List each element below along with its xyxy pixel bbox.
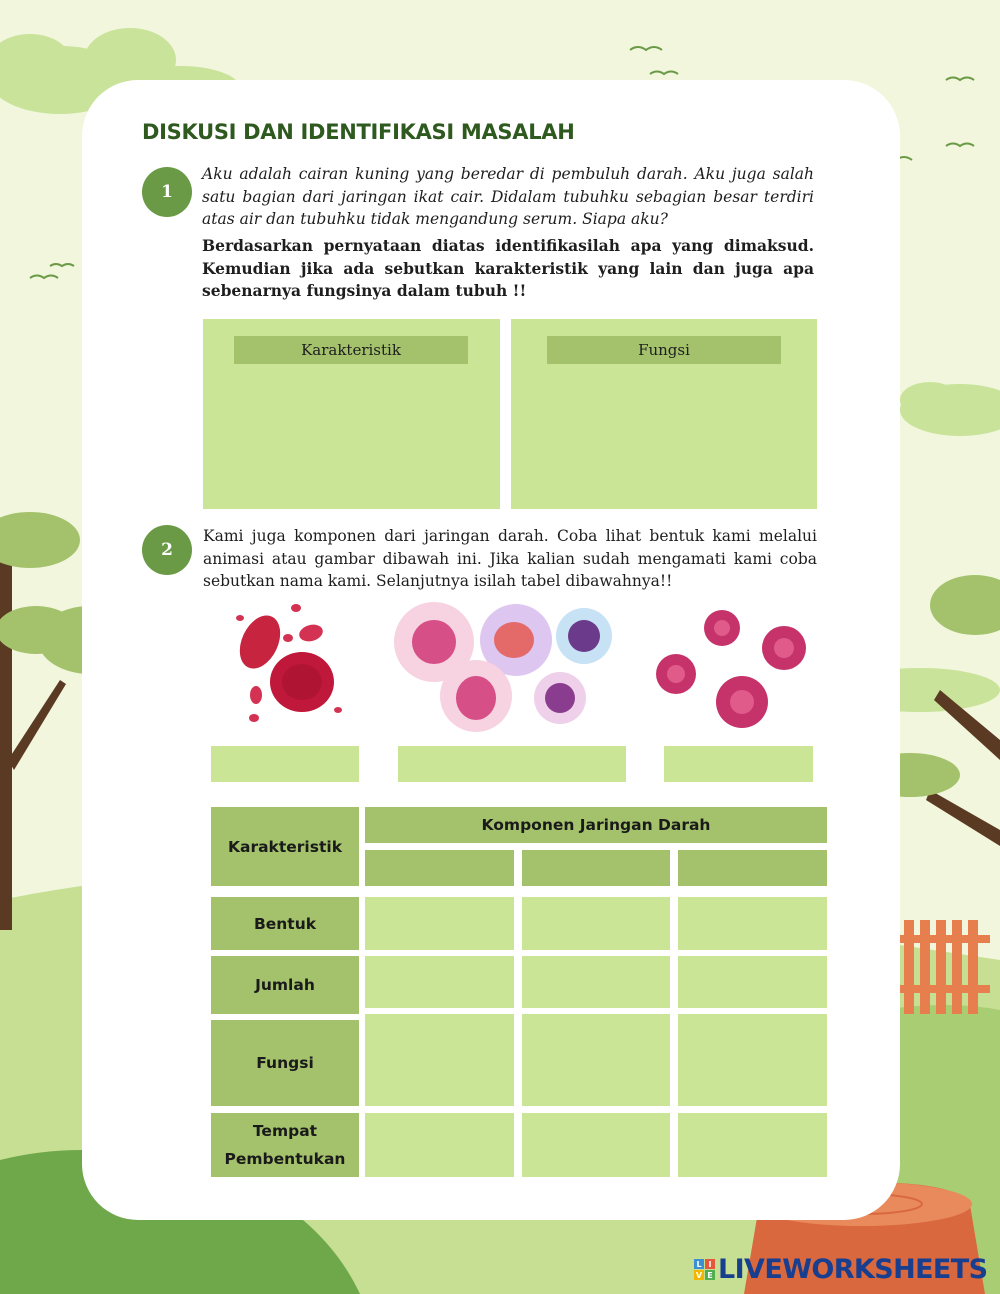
table-cell[interactable]	[522, 897, 670, 950]
liveworksheets-logo[interactable]	[694, 1254, 987, 1285]
liveworksheets-logo-text: LIVEWORKSHEETS	[718, 1254, 988, 1285]
table-cell[interactable]	[365, 956, 514, 1008]
table-row-label: Jumlah	[211, 956, 359, 1014]
question-1-instruction: Berdasarkan pernyataan diatas identifikasilah apa yang dimaksud. Kemudian jika ada sebutkan karakteristik yang lain dan juga apa sebenarnya fungsinya dalam tubuh !!	[202, 236, 814, 300]
platelets-image	[648, 606, 814, 732]
red-blood-cells-image	[228, 600, 348, 728]
table-cell[interactable]	[678, 1014, 827, 1106]
component-name-field-2[interactable]	[522, 850, 670, 886]
table-cell[interactable]	[678, 1113, 827, 1177]
name-answer-field-2[interactable]	[398, 746, 626, 782]
table-row-label: Tempat Pembentukan	[211, 1113, 359, 1177]
logo-letter: V	[695, 1270, 703, 1280]
table-row-label: Fungsi	[211, 1020, 359, 1106]
table-cell[interactable]	[522, 956, 670, 1008]
question-2-instruction: Kami juga komponen dari jaringan darah. Coba lihat bentuk kami melalui animasi atau gambar dibawah ini. Jika kalian sudah mengamati kami coba sebutkan nama kami. Selanjutnya isilah tabel dibawahnya!!	[203, 527, 817, 590]
question-1-badge: 1	[142, 167, 192, 217]
table-corner-header: Karakteristik	[211, 807, 359, 886]
liveworksheets-logo-mark	[694, 1259, 715, 1280]
table-row-label: Bentuk	[211, 897, 359, 950]
table-group-header: Komponen Jaringan Darah	[365, 807, 827, 843]
table-cell[interactable]	[522, 1014, 670, 1106]
component-name-field-3[interactable]	[678, 850, 827, 886]
name-answer-field-3[interactable]	[664, 746, 813, 782]
question-2-badge: 2	[142, 525, 192, 575]
table-cell[interactable]	[365, 1014, 514, 1106]
component-name-field-1[interactable]	[365, 850, 514, 886]
table-cell[interactable]	[522, 1113, 670, 1177]
logo-letter: E	[705, 1270, 715, 1280]
table-cell[interactable]	[365, 897, 514, 950]
page-title: DISKUSI DAN IDENTIFIKASI MASALAH	[142, 120, 575, 144]
table-cell[interactable]	[678, 897, 827, 950]
table-cell[interactable]	[365, 1113, 514, 1177]
fungsi-box-label: Fungsi	[547, 336, 781, 364]
name-answer-field-1[interactable]	[211, 746, 359, 782]
logo-letter: L	[694, 1259, 704, 1269]
white-blood-cells-image	[392, 600, 614, 734]
logo-letter: I	[705, 1259, 715, 1269]
karakteristik-box-label: Karakteristik	[234, 336, 468, 364]
table-cell[interactable]	[678, 956, 827, 1008]
question-1-riddle: Aku adalah cairan kuning yang beredar di pembuluh darah. Aku juga salah satu bagian dari jaringan ikat cair. Didalam tubuhku sebagian besar terdiri atas air dan tubuhku tidak mengandung serum. Siapa aku?	[202, 165, 814, 228]
